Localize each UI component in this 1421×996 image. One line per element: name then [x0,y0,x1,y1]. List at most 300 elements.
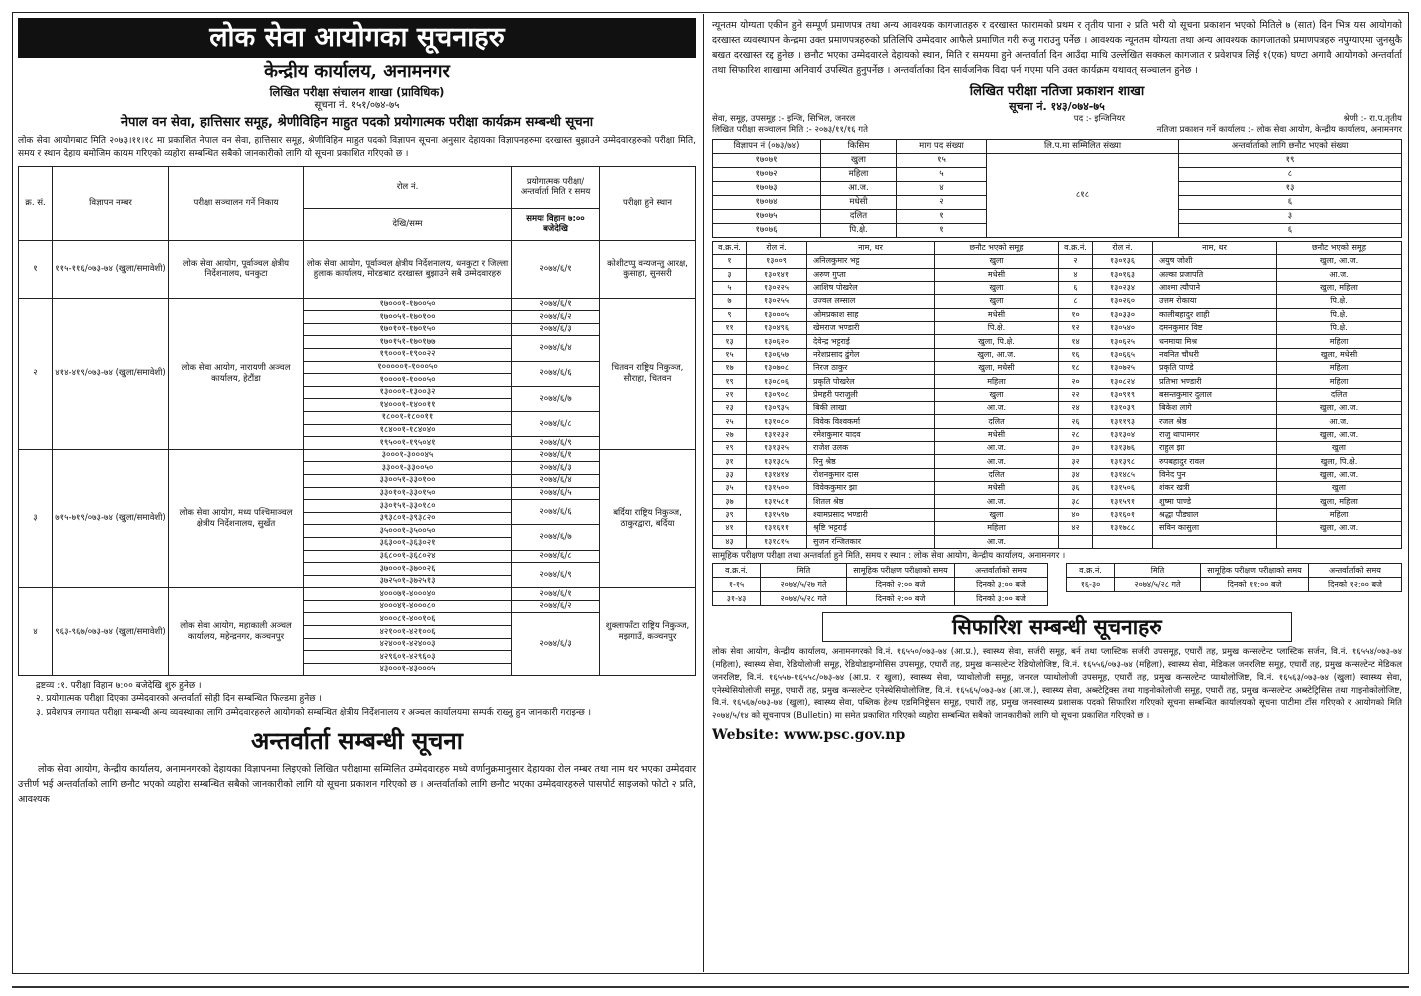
bottom-rule [12,986,1409,988]
cell-group: खुला [935,255,1059,268]
cell-roll: १३१५०० [747,482,807,495]
cell-date: २०७४/६/१ [512,449,600,462]
cell-date: २०७४/५/२८ गते [761,592,847,606]
cell-roll: १९०००१-१९००२२ [304,349,512,362]
cell-ad-no: ९६३-९६७/०७३-७४ (खुला/समावेशी) [53,588,169,676]
cell-roll: १००००१-१०००५० [304,374,512,387]
note-item: द्रष्टव्य :१. परीक्षा विहान ७:०० बजेदेखि शुरु हुनेछ । [36,681,202,692]
col-sched-interview: अन्तर्वार्ताको समय [1309,564,1402,578]
cell-sn: १ [713,255,747,268]
table-row [713,455,1402,468]
cell-roll: १३१६०१ [1093,508,1153,521]
right-column [712,18,1402,744]
cell-date: २०७४/६/१ [512,240,600,298]
cell-demand: ४ [897,181,987,195]
candidates-table [712,241,1402,549]
cell-group: खुला, आ.ज. [1277,402,1402,415]
cell-name: विनेद पुन [1153,468,1277,481]
cell-roll: १३०१३६ [1093,255,1153,268]
cell-name: देवेन्द्र भट्टराई [807,335,935,348]
cell-ad: १७०७३ [713,181,821,195]
cell-name: श्रद्धा पौड्याल [1153,508,1277,521]
cell-roll: ४३०००१-४३०००५ [304,663,512,676]
cell-sn: २३ [713,402,747,415]
cell-office: लोक सेवा आयोग, महाकाली अञ्चल कार्यालय, महेन्द्रनगर, कञ्चनपुर [169,588,304,676]
cell-group: खुला, मधेसी [1277,348,1402,361]
cell-roll: १३०४९६ [747,322,807,335]
exam-date: लिखित परीक्षा सञ्चालन मिति :- २०७३/११/१६ गते [712,125,868,136]
cell-roll: ४२१००१-४२१००६ [304,626,512,639]
cell-ad: १७०७५ [713,209,821,223]
cell-sn: ३३ [713,468,747,481]
service-group: सेवा, समूह, उपसमूह :- इन्जि, सिभिल, जनरल [712,114,856,124]
cell-roll: ३०००१-३०००४५ [304,449,512,462]
cell-sn: ४ [19,588,53,676]
cell-name: नरेशप्रसाद ढुंगेल [807,348,935,361]
cell-sn: २९ [713,442,747,455]
cell-group: खुला, आ.ज. [935,348,1059,361]
cell-ad: १७०७६ [713,223,821,237]
table-row [713,388,1402,401]
cell-sn: १८ [1059,362,1093,375]
cell-demand: १ [897,223,987,237]
cell-sn: ४२ [1059,522,1093,535]
cell-sn: ५ [713,281,747,294]
cell-group: दलित [1277,388,1402,401]
cell-group: खुला, मधेसी [935,362,1059,375]
cell-name: रुपबहादुर रावल [1153,455,1277,468]
table-row [713,375,1402,388]
col-demand: माग पद संख्या [897,139,987,153]
col-group-b: छनौट भएको समूह [1277,241,1402,254]
cell-name: रिनु श्रेष्ठ [807,455,935,468]
cell-roll: ३३००५१-३३०१०० [304,474,512,487]
cell-roll: १३१६११ [747,522,807,535]
table-row [713,468,1402,481]
col-office: परीक्षा सञ्चालन गर्ने निकाय [169,166,304,240]
cell-roll [1093,535,1153,548]
cell-sn: २ [19,298,53,449]
cell-range: १-१५ [713,578,761,592]
cell-name: कालीबहादुर शाही [1153,308,1277,321]
cell-group: खुला, महिला [1277,495,1402,508]
cell-name [1153,535,1277,548]
cell-sn: १ [19,240,53,298]
col-participants: लि.प.मा सम्मिलित संख्या [987,139,1179,153]
cell-office: लोक सेवा आयोग, मध्य पश्चिमाञ्चल क्षेत्रीय निर्देशनालय, सुर्खेत [169,449,304,588]
cell-office: लोक सेवा आयोग, पूर्वाञ्चल क्षेत्रीय निर्देशनालय, धनकुटा [169,240,304,298]
cell-roll: ३६३००१-३६३०२१ [304,537,512,550]
cell-roll: १०००००१-१०००५० [304,361,512,374]
cell-roll: १३१०३९ [1093,402,1153,415]
cell-sn: ६ [1059,281,1093,294]
cell-group: महिला [1277,362,1402,375]
cell-sn: १९ [713,375,747,388]
cell-group [1277,535,1402,548]
cell-date: २०७४/६/३ [512,462,600,475]
cell-name: प्रेमहरी पराजुली [807,388,935,401]
cell-roll: १३०८२४ [1093,375,1153,388]
result-notice-number: सूचना नं. १४३/०७४-७५ [1009,100,1105,114]
table-row [713,362,1402,375]
cell-name: विवेककुमार झा [807,482,935,495]
cell-ad-no: ७१५-७१९/०७३-७४ (खुला/समावेशी) [53,449,169,588]
cell-group: आ.ज. [935,442,1059,455]
cell-sn: ३ [713,268,747,281]
col-sched-interview: अन्तर्वार्ताको समय [955,564,1048,578]
cell-name: आशिष पोखरेल [807,281,935,294]
cell-demand: २ [897,195,987,209]
col-date: प्रयोगात्मक परीक्षा/ अन्तर्वार्ता मिति र समय [512,166,600,208]
cell-roll: १३११९३ [1093,415,1153,428]
cell-name: धनमाया मिश्र [1153,335,1277,348]
candidates-body [713,255,1402,549]
cell-selected: ३ [1179,209,1402,223]
cell-group: दलित [935,468,1059,481]
cell-sn: ३८ [1059,495,1093,508]
cell-roll: १३०५४० [1093,322,1153,335]
cell-demand: १५ [897,153,987,167]
cell-sn: ४३ [713,535,747,548]
post: पद :- इन्जिनियर [1073,114,1125,124]
cell-group: महिला [1277,335,1402,348]
cell-selected: १९ [1179,153,1402,167]
col-sn-a: व.क्र.नं. [713,241,747,254]
cell-sn: ३९ [713,508,747,521]
schedule-table-right [1066,563,1402,592]
recommend-heading: सिफारिश सम्बन्धी सूचनाहरु [822,612,1292,642]
cell-roll: १३१३९८ [1093,455,1153,468]
cell-group: आ.ज. [1277,268,1402,281]
cell-group: खुला [935,295,1059,308]
cell-group: दलित [935,415,1059,428]
cell-roll: ३५०००१-३५००५० [304,525,512,538]
cell-name: शंकर खत्री [1153,482,1277,495]
cell-date: २०७४/५/२७ गते [761,578,847,592]
cell-date: २०७४/६/७ [512,386,600,411]
cell-group: मधेसी [935,308,1059,321]
cell-roll: १३१२३२ [747,428,807,441]
table-row [713,428,1402,441]
cell-roll: १३०२३४ [1093,281,1153,294]
col-sn: क्र. सं. [19,166,53,240]
cell-name: बिकेश लागे [1153,402,1277,415]
cell-participants: ८१८ [987,153,1179,237]
cell-date: २०७४/६/९ [512,563,600,588]
cell-sn: ८ [1059,295,1093,308]
cell-name: प्रकृति पोखरेल [807,375,935,388]
cell-roll: १९५००१-१९५०४१ [304,437,512,450]
table-row [713,153,1402,167]
cell-name: निरज ठाकुर [807,362,935,375]
cell-sn: १७ [713,362,747,375]
cell-group: महिला [935,375,1059,388]
column-divider [703,14,704,972]
cell-sn: २५ [713,415,747,428]
website-link[interactable]: Website: www.psc.gov.np [712,726,906,743]
cell-group: खुला, आ.ज. [1277,522,1402,535]
cell-roll: १३०९३५ [747,402,807,415]
branch-heading: लिखित परीक्षा संचालन शाखा (प्राविधिक) [269,84,445,99]
cell-roll: १३१४१४ [747,468,807,481]
note-item: २. प्रयोगात्मक परीक्षा दिएका उम्मेदवारको अन्तर्वार्ता सोही दिन सम्बन्धित फिल्डमा हुनेछ । [36,694,322,705]
cell-roll: १३१३२५ [747,442,807,455]
cell-roll: १३१५०६ [1093,482,1153,495]
table-row [19,240,696,298]
cell-roll: ४०००८१-४००१०६ [304,613,512,626]
office-heading: केन्द्रीय कार्यालय, अनामनगर [264,61,450,82]
table-row [713,578,1048,592]
cell-selected: ६ [1179,223,1402,237]
cell-roll: ४२४००१-४२४००३ [304,638,512,651]
cell-date: २०७४/६/१ [512,298,600,311]
table-row [713,322,1402,335]
continuation-text: न्यूनतम योग्यता एकीन हुने सम्पूर्ण प्रमाणपत्र तथा अन्य आवश्यक कागजातहरु र दरखास्त फारामको प्रथम र तृतीय पाना २ प्रति भरी यो सूचना प्रकाशन भएको मितिले ७ (सात) दिन भित्र यस आयोगको दरखास्त व्यवस्थापन केन्द्रमा उक्त प्रमाणपत्रहरुको प्रतिलिपि उम्मेदवार आफैले प्रमाणित गरी रुजु गराउनु पर्नेछ । आवश्यक न्यूनतम योग्यता तथा अन्य आवश्यक कागजातको प्रमाणपत्रहरु नपुग्याएमा जुनसुकै बखत दरखास्त रद्द हुनेछ । छनौट भएका उम्मेदवारले देहायको स्थान, मिति र समयमा हुने अन्तर्वार्ता दिन आउँदा माथि उल्लेखित सक्कल कागजात र प्रवेशपत्र लिई १(एक) घण्टा अगावै आयोगको अन्तर्वार्ता तथा सिफारिश शाखामा अनिवार्य उपस्थित हुनुपर्नेछ । अन्तर्वार्ताका दिन सार्वजनिक विदा पर्न गएमा पनि उक्त कार्यक्रम यथावत् सञ्चालन हुनेछ । [712,20,1402,76]
cell-sn: ३७ [713,495,747,508]
cell-venue: चितवन राष्ट्रिय निकुञ्ज, सौराहा, चितवन [600,298,696,449]
cell-roll: ४२९६०१-४२९६०३ [304,651,512,664]
cell-date: २०७४/६/५ [512,487,600,500]
cell-sn: १४ [1059,335,1093,348]
cell-group: पि.क्षे. [1277,322,1402,335]
schedule-tables [712,563,1402,606]
cell-group: महिला [1277,375,1402,388]
cell-sn: २७ [713,428,747,441]
cell-roll: ३३००१-३३००५० [304,462,512,475]
cell-roll: १३१०८० [747,415,807,428]
cell-group: पि.क्षे. [1277,295,1402,308]
cell-date: २०७४/६/१ [512,588,600,601]
cell-venue: शुक्लाफाँटा राष्ट्रिय निकुञ्ज, मझगाउँ, कञ्चनपुर [600,588,696,676]
cell-group: मधेसी [935,268,1059,281]
cell-date: २०७४/६/६ [512,500,600,525]
cell-roll: १४०००१-१४००११ [304,399,512,412]
cell-name: श्रृष्टि भट्टराई [807,522,935,535]
cell-name: उत्तम रोकाया [1153,295,1277,308]
table-row [713,308,1402,321]
cell-demand: १ [897,209,987,223]
cell-group: खुला [935,281,1059,294]
cell-group: खुला, आ.ज. [1277,255,1402,268]
cell-group: आ.ज. [935,495,1059,508]
cell-roll: १३१७८८ [1093,522,1153,535]
cell-date: २०७४/५/२८ गते [1115,578,1201,592]
cell-group-time: दिनको २:०० बजे [847,592,955,606]
cell-sn: २० [1059,375,1093,388]
cell-name: आश्मा त्यौपाने [1153,281,1277,294]
cell-sn: ३१ [713,455,747,468]
cell-roll: १३१८१५ [747,535,807,548]
cell-name: विवेक विश्वकर्मा [807,415,935,428]
cell-roll: १३०६५७ [747,348,807,361]
notice-subject: नेपाल वन सेवा, हात्तिसार समूह, श्रेणीविहिन माहुत पदको प्रयोगात्मक परीक्षा कार्यक्रम सम्बन्धी सूचना [120,115,594,131]
cell-roll: १३०९०८ [747,388,807,401]
cell-sn: ३६ [1059,482,1093,495]
cell-type: आ.ज. [821,181,897,195]
col-sched-group: सामूहिक परीक्षण परीक्षाको समय [1201,564,1309,578]
result-meta-line-1 [712,114,1402,125]
col-sched-sn: व.क्र.नं. [1067,564,1115,578]
cell-selected: १३ [1179,181,1402,195]
cell-selected: ८ [1179,167,1402,181]
cell-group: खुला [1277,482,1402,495]
cell-date: २०७४/६/२ [512,600,600,613]
cell-sn: २६ [1059,415,1093,428]
notice-number: सूचना नं. १५१/०७४-७५ [314,99,400,111]
cell-name: प्रतिभा भण्डारी [1153,375,1277,388]
cell-ad-no: ११५-११६/०७३-७४ (खुला/समावेशी) [53,240,169,298]
banner-title: लोक सेवा आयोगका सूचनाहरु [18,18,696,58]
cell-sn: १० [1059,308,1093,321]
cell-demand: ५ [897,167,987,181]
cell-roll: १३०८०६ [747,375,807,388]
cell-roll: १३०१६३ [1093,268,1153,281]
cell-sn: २१ [713,388,747,401]
notice-intro: लोक सेवा आयोगबाट मिति २०७३।११।१८ मा प्रकाशित नेपाल वन सेवा, हात्तिसार समूह, श्रेणीविहिन माहुत पदको विज्ञापन सूचना अनुसार देहायका विज्ञापनहरुमा दरखास्त बुझाउने उम्मेदवारहरुको परीक्षा मिति, समय र स्थान देहाय बमोजिम कायम गरिएको व्यहोरा सम्बन्धित सबैको जानकारीको लागि यो सूचना प्रकाशित गरिएको छ । [18,135,696,160]
cell-roll: १३०७२५ [1093,362,1153,375]
table-row [713,268,1402,281]
table-row [19,449,696,462]
cell-roll: १८००१-१८००११ [304,411,512,424]
cell-interview-time: दिनको ३:०० बजे [955,578,1048,592]
cell-roll: १३०२५५ [747,295,807,308]
cell-group: खुला, पि.क्षे. [935,335,1059,348]
cell-name: रमेशकुमार यादव [807,428,935,441]
cell-ad: १७०७१ [713,153,821,167]
cell-sn: ११ [713,322,747,335]
cell-name: रोशनकुमार दास [807,468,935,481]
col-type: किसिम [821,139,897,153]
cell-name: शितल श्रेष्ठ [807,495,935,508]
cell-group: खुला, पि.क्षे. [1277,455,1402,468]
cell-name: राजेश उलक [807,442,935,455]
schedule-table-left [712,563,1048,606]
table-row [713,335,1402,348]
cell-name: बिकी लाखा [807,402,935,415]
cell-sn: ४१ [713,522,747,535]
cell-sn: २८ [1059,428,1093,441]
schedule-label: सामूहिक परीक्षण परीक्षा तथा अन्तर्वार्ता हुने मिति, समय र स्थान : लोक सेवा आयोग, केन्द्रीय कार्यालय, अनामनगर । [712,550,1066,561]
cell-group: आ.ज. [935,455,1059,468]
cell-sn: ३४ [1059,468,1093,481]
cell-roll: १३०६६५ [1093,348,1153,361]
cell-roll: १३१५९१ [1093,495,1153,508]
cell-sn: २४ [1059,402,1093,415]
cell-name: खेमराज भण्डारी [807,322,935,335]
cell-roll: १३०९१९ [1093,388,1153,401]
cell-name: अयुष जोशी [1153,255,1277,268]
cell-name: दमनकुमार विष्ट [1153,322,1277,335]
cell-date: २०७४/६/९ [512,437,600,450]
cell-roll: ४०००७१-४०००४० [304,588,512,601]
table-row [713,442,1402,455]
cell-roll: १३१३७६ [1093,442,1153,455]
result-branch-heading: लिखित परीक्षा नतिजा प्रकाशन शाखा [969,84,1145,99]
cell-roll: १३०१४१ [747,268,807,281]
cell-name: अरुण गुप्ता [807,268,935,281]
interview-text: लोक सेवा आयोग, केन्द्रीय कार्यालय, अनामनगरको देहायका विज्ञापनमा लिइएको लिखित परीक्षामा सम्मिलित उम्मेदवारहरु मध्ये वर्णानुक्रमानुसार देहायका रोल नम्बर तथा नाम थर भएका उम्मेदवार उत्तीर्ण भई अन्तर्वार्ताको लागि छनौट भएको व्यहोरा सम्बन्धित सबैको जानकारीको लागि यो सूचना प्रकाशन गरिएको छ । अन्तर्वार्ताको लागि छनौट भएका उम्मेदवारहरुले पासपोर्ट साइजको फोटो २ प्रति, आवश्यक [18,763,696,805]
cell-name: शुष्मा पाण्डे [1153,495,1277,508]
col-sn-b: व.क्र.नं. [1059,241,1093,254]
cell-name: सुजन रन्जितकार [807,535,935,548]
col-name-b: नाम, थर [1153,241,1277,254]
cell-sn [1059,535,1093,548]
cell-name: बसन्तकुमार दुलाल [1153,388,1277,401]
table-row [1067,578,1402,592]
cell-date: २०७४/६/३ [512,323,600,336]
cell-venue: बर्दिया राष्ट्रिय निकुञ्ज, ठाकुरद्वारा, बर्दिया [600,449,696,588]
cell-group-time: दिनको २:०० बजे [847,578,955,592]
cell-range: १६-३० [1067,578,1115,592]
cell-sn: ७ [713,295,747,308]
cell-sn: ३० [1059,442,1093,455]
table-row [19,588,696,601]
vacancy-table [712,139,1402,238]
cell-group: खुला, आ.ज. [1277,428,1402,441]
cell-roll: ४०००४१-४०००८० [304,600,512,613]
cell-roll: १३०००५ [747,308,807,321]
cell-roll: १३०६२५ [1093,335,1153,348]
cell-roll: ३९३८०१-३९३८२० [304,512,512,525]
cell-sn: १३ [713,335,747,348]
cell-sn: १५ [713,348,747,361]
cell-group: आ.ज. [935,535,1059,548]
cell-name: प्रकृति पाण्डे [1153,362,1277,375]
cell-group-time: दिनको ११:०० बजे [1201,578,1309,592]
cell-interview-time: दिनको ३:०० बजे [955,592,1048,606]
recommend-text: लोक सेवा आयोग, केन्द्रीय कार्यालय, अनामनगरको वि.नं. १६५५०/०७३-७४ (आ.प्र.), स्वास्थ्य सेवा, सर्जरी समूह, बर्न तथा प्लास्टिक सर्जरी उपसमूह, एघारौं तह, प्रमुख कन्सल्टेन्ट प्लास्टिक सर्जन, वि.नं. १६५५४/०७३-७४ (महिला), स्वास्थ्य सेवा, रेडियोलोजी समूह, रेडियोडाइग्नोसिस उपसमूह, एघारौं तह, प्रमुख कन्सल्टेन्ट रेडियोलोजिष्ट, वि.नं. १६५५६/०७३-७४ (महिला), स्वास्थ्य सेवा, मेडिकल जनरलिष्ट समूह, एघारौं तह, प्रमुख कन्सल्टेन्ट मेडिकल जनरलिष्ट, वि.नं. १६५५७-१६५५८/०७३-७४ (आ.प्र. र खुला), स्वास्थ्य सेवा, प्याथोलोजी समूह, जनरल प्याथोलोजी उपसमूह, एघारौं तह, प्रमुख कन्सल्टेन्ट प्याथोलोजिष्ट, वि.नं. १६५६३/०७३-७४ (खुला) स्वास्थ्य सेवा, एनेस्थेसियोलोजी समूह, एघारौं तह, प्रमुख कन्सल्टेन्ट एनेस्थेसियोलोजिष्ट, वि.नं. १६५६५/०७३-७४ (आ.ज.), स्वास्थ्य सेवा, अब्स्टेट्रिक्स तथा गाइनोकोलोजी समूह, एघारौं तह, प्रमुख कन्सल्टेन्ट अब्स्टेट्रिसिस तथा गाइनोकोलोजिष्ट, वि.नं. १६५६७/०७३-७४ (खुला), स्वास्थ्य सेवा, पब्लिक हेल्थ एडमिनिष्ट्रेसन समूह, एघारौं तह, प्रमुख जनस्वास्थ्य प्रशासक पदको सिफारिश गरिएको सूचना सम्बन्धित कार्यालयको सूचना पाटीमा टाँस गरिएको र आयोगको मिति २०७४/५/१४ को सूचनापत्र (Bulletin) मा समेत प्रकाशित गरिएको व्यहोरा सम्बन्धित सबैको जानकारीको लागि यो सूचना प्रकाशित गरिएको छ । [712,647,1402,722]
cell-group: खुला [935,388,1059,401]
table-row [713,592,1048,606]
cell-sn: ४० [1059,508,1093,521]
cell-roll: ३७२५०१-३७२५१३ [304,575,512,588]
cell-sn: २२ [1059,388,1093,401]
table-row [713,495,1402,508]
col-selected: अन्तर्वार्ताको लागि छनौट भएको संख्या [1179,139,1402,153]
cell-name: अल्का प्रजापति [1153,268,1277,281]
table-row [713,415,1402,428]
cell-roll: १८४००१-१८४०४० [304,424,512,437]
cell-date: २०७४/६/४ [512,474,600,487]
cell-group: पि.क्षे. [1277,308,1402,321]
cell-group: खुला [1277,442,1402,455]
col-roll-range: देखि/सम्म [304,208,512,240]
cell-type: खुला [821,153,897,167]
cell-roll: ३३०१५१-३३०१८० [304,500,512,513]
cell-group: खुला, आ.ज. [1277,468,1402,481]
cell-sn: ९ [713,308,747,321]
cell-range: ३१-४३ [713,592,761,606]
cell-name: रजल श्रेष्ठ [1153,415,1277,428]
table-row [713,508,1402,521]
cell-roll: १३०३३० [1093,308,1153,321]
cell-type: पि.क्षे. [821,223,897,237]
cell-group: खुला [935,508,1059,521]
left-column [18,18,696,807]
cell-roll: ३३०१०१-३३०१५० [304,487,512,500]
col-ad: विज्ञापन नं (०७३/७४) [713,139,821,153]
cell-roll: १७०१०१-१७०१५० [304,323,512,336]
table-row [713,348,1402,361]
cell-type: दलित [821,209,897,223]
cell-ad-no: ४१४-४१९/०७३-७४ (खुला/समावेशी) [53,298,169,449]
cell-name: श्यामप्रसाद भण्डारी [807,508,935,521]
note-item: ३. प्रवेशपत्र लगायत परीक्षा सम्बन्धी अन्य व्यवस्थाका लागि उम्मेदवारहरुले आयोगको सम्बन्धित क्षेत्रीय निर्देशनालय र अञ्चल कार्यालयमा सम्पर्क राख्नु हुन जानकारी गराइन्छ । [36,707,592,718]
cell-date: २०७४/६/७ [512,525,600,550]
cell-date: २०७४/६/२ [512,311,600,324]
cell-name: ओमप्रकाश साह [807,308,935,321]
cell-roll: १३०००१-१३००३२ [304,386,512,399]
